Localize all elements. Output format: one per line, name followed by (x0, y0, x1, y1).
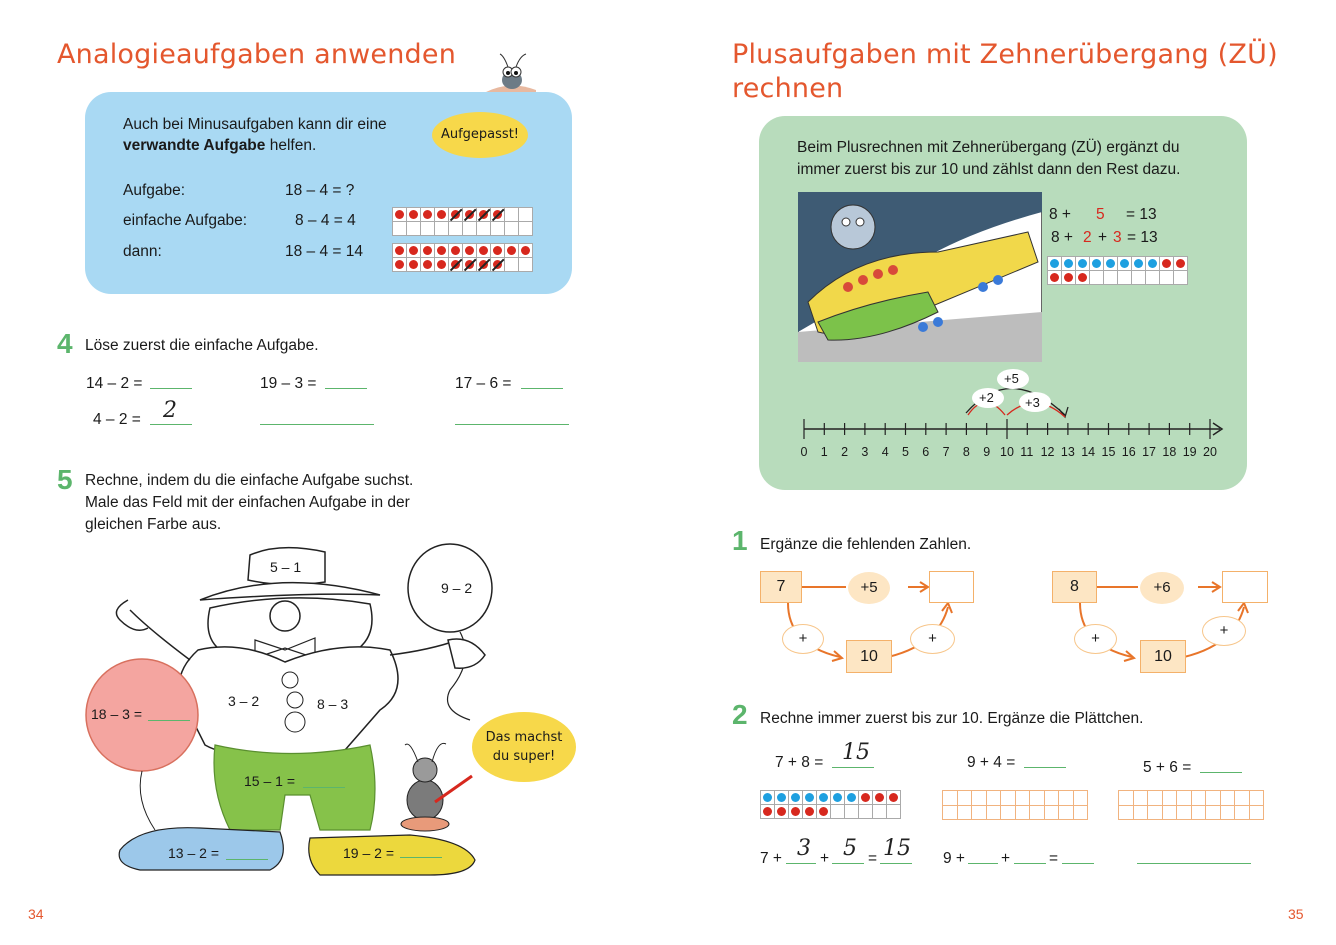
info-bold-term: verwandte Aufgabe (123, 137, 266, 154)
task-2-split-2-line-c[interactable] (1062, 863, 1094, 864)
number-line-label: 18 (1162, 445, 1177, 459)
clown-illustration (80, 540, 580, 885)
task-4-item-4: 4 – 2 = (93, 411, 141, 428)
task-5-line-3: gleichen Farbe aus. (85, 516, 222, 533)
task-2-answer-line-2[interactable] (1024, 767, 1066, 768)
number-line-label: 12 (1040, 445, 1055, 459)
task-2-answer-1: 15 (842, 740, 870, 765)
clown-answer-line-pants[interactable] (303, 787, 345, 788)
task-2-grid-empty-3[interactable] (1118, 790, 1264, 820)
task-1b-plus-left[interactable]: + (1074, 624, 1117, 654)
clown-field-balloon-white[interactable]: 9 – 2 (441, 580, 473, 596)
row-expr-aufgabe: 18 – 4 = ? (285, 182, 355, 199)
task-2-grid-empty-2[interactable] (942, 790, 1088, 820)
task-2-split-3-line[interactable] (1137, 863, 1251, 864)
bug-illustration (480, 50, 540, 98)
task-2-split-1-plus: + (820, 850, 830, 867)
left-page-title: Analogieaufgaben anwenden (57, 39, 457, 70)
super-bubble (472, 712, 576, 782)
eq2-part2: 3 (1113, 229, 1122, 246)
task-4-answer-line-2[interactable] (325, 388, 367, 389)
page-number-right: 35 (1288, 906, 1304, 922)
task-2-instruction: Rechne immer zuerst bis zur 10. Ergänze die Plättchen. (760, 710, 1144, 727)
task-1b-mid-box: 10 (1140, 640, 1186, 673)
aufgepasst-bubble: Aufgepasst! (432, 112, 528, 158)
task-5-number: 5 (57, 464, 73, 495)
number-line-label: 15 (1101, 445, 1116, 459)
jump-label-plus3: +3 (1025, 395, 1040, 410)
clown-field-shoe-blue[interactable]: 13 – 2 = (168, 845, 219, 861)
number-line-label: 9 (983, 445, 991, 459)
task-5-line-1: Rechne, indem du die einfache Aufgabe suchst. (85, 472, 414, 489)
row-expr-einfach: 8 – 4 = 4 (295, 212, 356, 229)
task-1a-result-box[interactable] (929, 571, 974, 603)
task-4-item-2: 19 – 3 = (260, 375, 317, 392)
info-line-2 (123, 135, 316, 157)
task-2-split-1-b: 5 (843, 836, 857, 861)
task-1a-plus-right[interactable]: + (910, 624, 955, 654)
zue-info-line-2: immer zuerst bis zur 10 und zählst dann den Rest dazu. (797, 161, 1181, 178)
number-line-label: 5 (902, 445, 909, 459)
task-2-split-1-eq: = (868, 850, 878, 867)
number-line-label: 17 (1142, 445, 1156, 459)
task-2-answer-line-3[interactable] (1200, 772, 1242, 773)
task-4-number: 4 (57, 328, 73, 359)
number-line-label: 0 (800, 445, 808, 459)
clown-field-jacket-left[interactable]: 3 – 2 (228, 693, 260, 709)
task-4-answer-line-1[interactable] (150, 388, 192, 389)
number-line-label: 13 (1060, 445, 1075, 459)
task-1a-operator: +5 (848, 572, 890, 604)
number-line-label: 14 (1081, 445, 1096, 459)
clown-field-jacket-right[interactable]: 8 – 3 (317, 696, 349, 712)
task-4-instruction: Löse zuerst die einfache Aufgabe. (85, 337, 319, 354)
eq2-plus: + (1098, 229, 1108, 246)
right-page-title-line-2: rechnen (732, 73, 844, 104)
eq2-start: 8 + (1051, 229, 1073, 246)
task-1b-result-box[interactable] (1222, 571, 1268, 603)
number-line-label: 1 (820, 445, 828, 459)
task-2-split-2-start: 9 + (943, 850, 965, 867)
number-line-label: 10 (1000, 445, 1014, 459)
row-label-dann: dann: (123, 243, 162, 260)
task-4-item-1: 14 – 2 = (86, 375, 143, 392)
clown-field-balloon-pink[interactable]: 18 – 3 = (91, 706, 142, 722)
task-2-split-1-c: 15 (883, 836, 911, 861)
jump-label-plus2: +2 (979, 390, 994, 405)
task-4-answer-line-3[interactable] (521, 388, 563, 389)
task-1b-start-box: 8 (1052, 571, 1097, 603)
task-1b-plus-right[interactable]: + (1202, 616, 1246, 646)
task-1a-mid-box: 10 (846, 640, 892, 673)
number-line-label: 4 (881, 445, 889, 459)
task-5-line-2: Male das Feld mit der einfachen Aufgabe in der (85, 494, 410, 511)
eq1-addend: 5 (1096, 206, 1105, 223)
train-illustration (798, 192, 1042, 362)
number-line-label: 11 (1020, 445, 1034, 459)
task-2-split-1-a: 3 (797, 836, 811, 861)
task-2-split-2-eq: = (1049, 850, 1059, 867)
task-1-number: 1 (732, 525, 748, 556)
task-2-grid-filled (760, 790, 901, 819)
row-label-einfach: einfache Aufgabe: (123, 212, 248, 229)
task-2-split-1-start: 7 + (760, 850, 782, 867)
super-bubble-line-1: Das machst (485, 730, 563, 745)
eq1-result: = 13 (1126, 206, 1157, 223)
number-line-label: 3 (861, 445, 869, 459)
page-number-left: 34 (28, 906, 44, 922)
task-4-answer-line-4[interactable] (150, 424, 192, 425)
number-line-label: 7 (942, 445, 950, 459)
super-bubble-line-2: du super! (492, 749, 556, 764)
task-1-arrows (758, 565, 1278, 680)
task-2-number: 2 (732, 699, 748, 730)
info-line-2-rest: helfen. (265, 137, 317, 154)
number-line-label: 20 (1203, 445, 1217, 459)
counter-grid-dann (392, 243, 533, 272)
clown-field-shoe-yellow[interactable]: 19 – 2 = (343, 845, 394, 861)
clown-answer-line-yellow[interactable] (400, 857, 442, 858)
task-4-handwritten-answer: 2 (163, 398, 177, 423)
number-line-label: 16 (1121, 445, 1136, 459)
row-expr-dann: 18 – 4 = 14 (285, 243, 363, 260)
task-1-instruction: Ergänze die fehlenden Zahlen. (760, 536, 972, 553)
task-4-blank-line-3[interactable] (455, 424, 569, 425)
task-1a-plus-left[interactable]: + (782, 624, 824, 654)
number-line-label: 2 (841, 445, 849, 459)
task-2-item-1: 7 + 8 = (775, 754, 824, 771)
task-2-split-2-line-a[interactable] (968, 863, 998, 864)
number-line-label: 6 (922, 445, 930, 459)
task-2-split-1-line-a[interactable] (786, 863, 816, 864)
zue-info-line-1: Beim Plusrechnen mit Zehnerübergang (ZÜ) ergänzt du (797, 139, 1180, 156)
task-2-answer-line-1[interactable] (832, 767, 874, 768)
info-line-1: Auch bei Minusaufgaben kann dir eine (123, 116, 387, 133)
clown-answer-line-blue[interactable] (226, 859, 268, 860)
task-2-item-2: 9 + 4 = (967, 754, 1016, 771)
number-line-label: 19 (1182, 445, 1197, 459)
task-4-item-3: 17 – 6 = (455, 375, 512, 392)
task-1b-operator: +6 (1140, 572, 1184, 604)
task-2-split-1-line-b[interactable] (832, 863, 864, 864)
task-2-split-2-plus: + (1001, 850, 1011, 867)
task-2-split-1-line-c[interactable] (880, 863, 912, 864)
task-1a-start-box: 7 (760, 571, 802, 603)
eq2-part1: 2 (1083, 229, 1092, 246)
jump-label-plus5: +5 (1004, 371, 1019, 386)
task-2-item-3: 5 + 6 = (1143, 759, 1192, 776)
clown-field-hat[interactable]: 5 – 1 (270, 559, 302, 575)
right-page-title-line-1: Plusaufgaben mit Zehnerübergang (ZÜ) (732, 39, 1278, 70)
row-label-aufgabe: Aufgabe: (123, 182, 186, 199)
counter-grid-einfach (392, 207, 533, 236)
eq1-start: 8 + (1049, 206, 1071, 223)
task-4-blank-line-2[interactable] (260, 424, 374, 425)
clown-field-pants[interactable]: 15 – 1 = (244, 773, 295, 789)
number-line-label: 8 (962, 445, 970, 459)
task-2-split-2-line-b[interactable] (1014, 863, 1046, 864)
counter-grid-plus (1047, 256, 1188, 285)
eq2-result: = 13 (1127, 229, 1158, 246)
clown-answer-line-pink[interactable] (148, 720, 190, 721)
